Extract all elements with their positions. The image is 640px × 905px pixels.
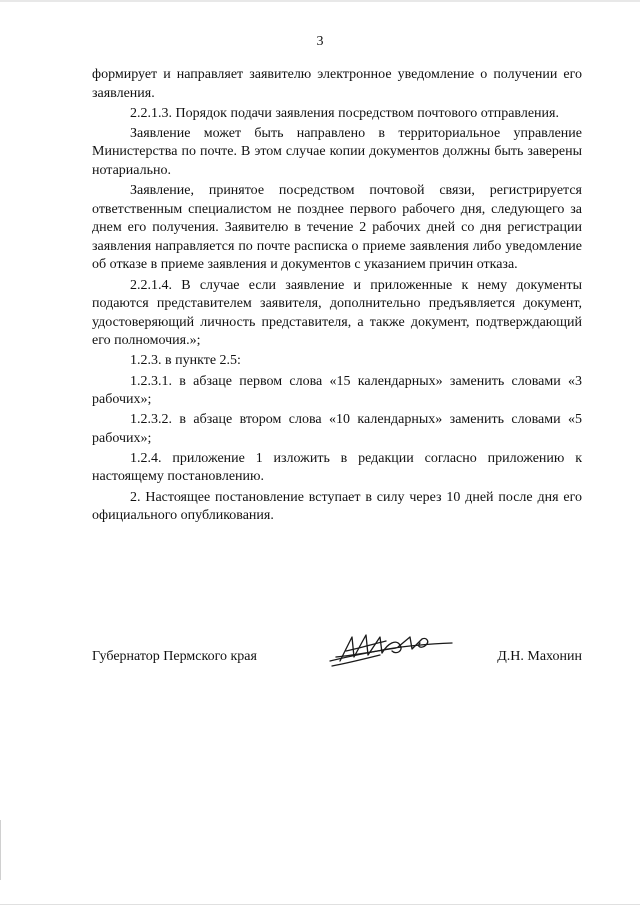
paragraph-1-2-4: 1.2.4. приложение 1 изложить в редакции согласно приложению к настоящему постановлению. [92,450,582,485]
scan-edge-top [0,0,640,2]
paragraph-1-2-3-1: 1.2.3.1. в абзаце первом слова «15 календарных» заменить словами «3 рабочих»; [92,373,582,408]
page-number: 3 [316,34,324,49]
scan-edge-left [0,820,1,880]
handwritten-signature [326,631,458,671]
paragraph-1-2-3: 1.2.3. в пункте 2.5: [130,353,241,369]
document-body [92,66,582,527]
paragraph-1-2-3-2: 1.2.3.2. в абзаце втором слова «10 календарных» заменить словами «5 рабочих»; [92,412,582,446]
paragraph-registration: Заявление, принятое посредством почтовой связи, регистрируется ответственным специалистом не позднее первого рабочего дня, следующего за днем его получения. Заявителю в течение 2 рабочих дней со дня регистрации заявления направляется по почте расписка о приеме заявления либо уведомление об отказе в приеме заявления и документов с указанием причин отказа. [92,183,582,273]
paragraph-postal-submission: Заявление может быть направлено в территориальное управление Министерства по почте. В этом случае копии документов должны быть заверены нотариально. [92,125,582,178]
paragraph-2-2-1-4: 2.2.1.4. В случае если заявление и приложенные к нему документы подаются представителем заявителя, дополнительно предъявляется документ, удостоверяющий личность представителя, а также документ, подтверждающий его полномочия.»; [92,277,582,349]
signer-position: Губернатор Пермского края [92,649,257,664]
paragraph-2-2-1-3-heading: 2.2.1.3. Порядок подачи заявления посредством почтового отправления. [130,105,559,121]
paragraph-2-effective-date: 2. Настоящее постановление вступает в силу через 10 дней после дня его официального опубликования. [92,489,582,524]
signer-name: Д.Н. Махонин [497,649,582,664]
paragraph-continuation: формирует и направляет заявителю электронное уведомление о получении его заявления. [92,67,582,101]
